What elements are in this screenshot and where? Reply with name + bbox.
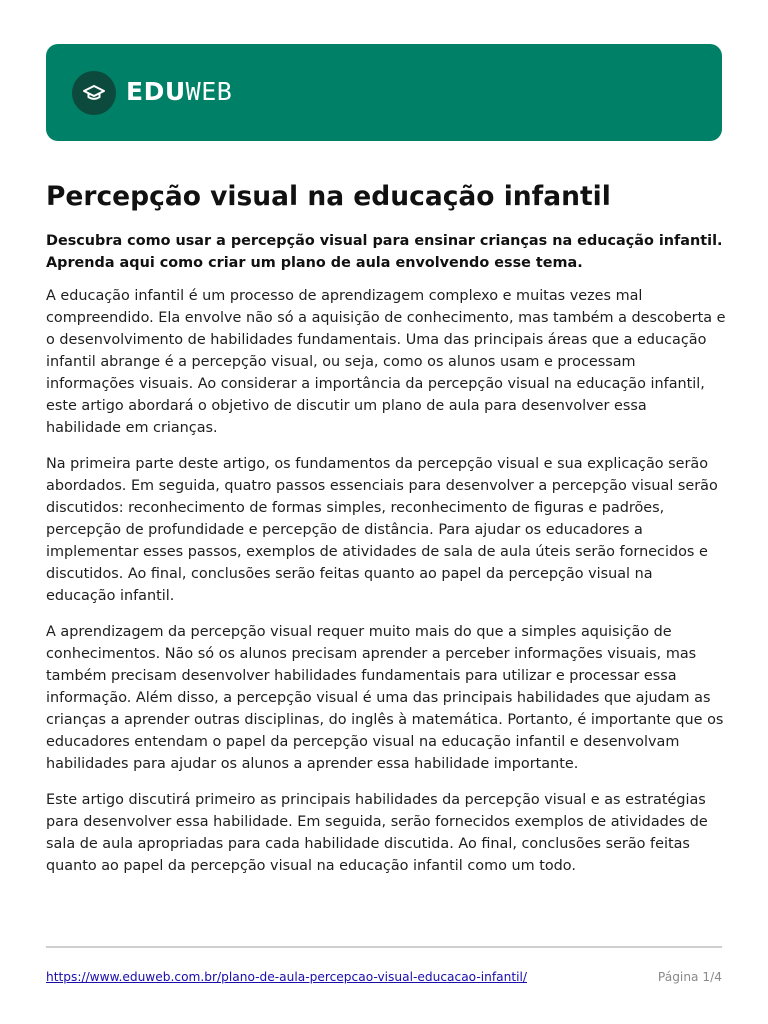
article-paragraph: A educação infantil é um processo de aprendizagem complexo e muitas vezes mal compreendido. Ela envolve não só a aquisição de conhecimento, mas também a descoberta e o desenvolvimento de habilidades fundamentais. Uma das principais áreas que a educação infantil abrange é a percepção visual, ou seja, como os alunos usam e processam informações visuais. Ao considerar a importância da percepção visual na educação infantil, este artigo abordará o objetivo de discutir um plano de aula para desenvolver essa habilidade em crianças. (46, 288, 726, 436)
footer-divider (46, 946, 722, 948)
article (46, 178, 726, 877)
header-banner (46, 44, 722, 141)
page-number: Página 1/4 (657, 970, 722, 984)
logo-badge (72, 71, 116, 115)
logo-light-text: WEB (185, 77, 233, 106)
article-paragraph: Este artigo discutirá primeiro as principais habilidades da percepção visual e as estratégias para desenvolver essa habilidade. Em seguida, serão fornecidos exemplos de atividades de sala de aula apropriadas para cada habilidade discutida. Ao final, conclusões serão feitas quanto ao papel da percepção visual na educação infantil como um todo. (46, 792, 708, 874)
footer-source-link[interactable]: https://www.eduweb.com.br/plano-de-aula-percepcao-visual-educacao-infantil/ (46, 970, 527, 984)
article-title: Percepção visual na educação infantil (46, 181, 611, 212)
article-paragraph: Na primeira parte deste artigo, os fundamentos da percepção visual e sua explicação serão abordados. Em seguida, quatro passos essenciais para desenvolver a percepção visual serão discutidos: reconhecimento de formas simples, reconhecimento de figuras e padrões, percepção de profundidade e percepção de distância. Para ajudar os educadores a implementar esses passos, exemplos de atividades de sala de aula úteis serão fornecidos e discutidos. Ao final, conclusões serão feitas quanto ao papel da percepção visual na educação infantil. (46, 456, 718, 604)
logo-bold-text: EDU (126, 77, 186, 106)
logo-wordmark (126, 77, 232, 107)
article-paragraph: A aprendizagem da percepção visual requer muito mais do que a simples aquisição de conhecimentos. Não só os alunos precisam aprender a perceber informações visuais, mas também precisam desenvolver habilidades fundamentais para utilizar e processar essa informação. Além disso, a percepção visual é uma das principais habilidades que ajudam as crianças a aprender outras disciplinas, do inglês à matemática. Portanto, é importante que os educadores entendam o papel da percepção visual na educação infantil e desenvolvam habilidades para ajudar os alunos a aprender essa habilidade importante. (46, 624, 724, 772)
article-lead: Descubra como usar a percepção visual para ensinar crianças na educação infantil. Aprenda aqui como criar um plano de aula envolvendo esse tema. (46, 233, 723, 271)
